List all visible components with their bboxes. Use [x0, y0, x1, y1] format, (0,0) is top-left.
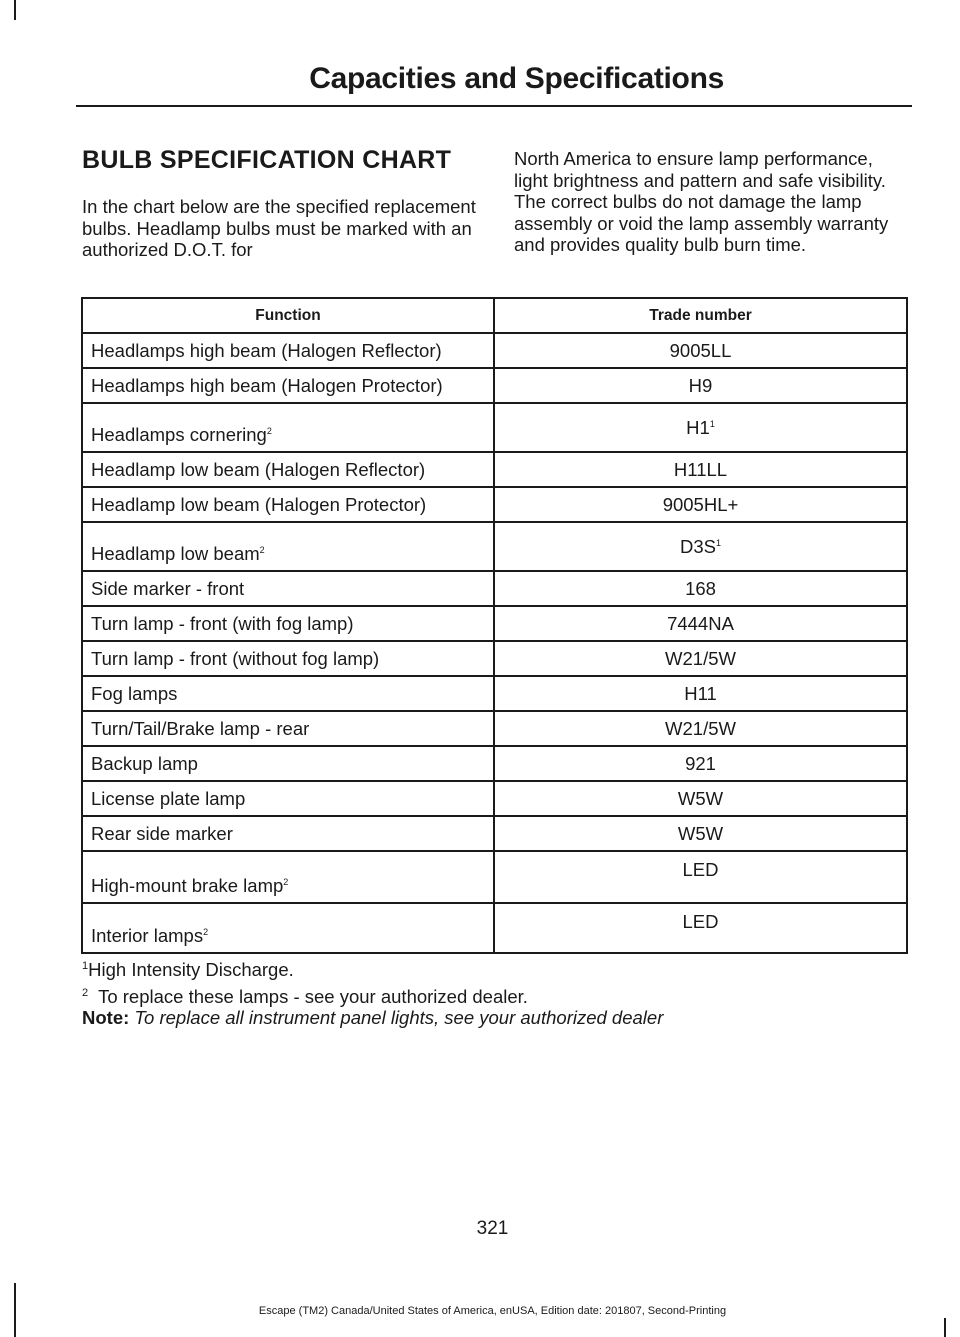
- table-row: [82, 781, 907, 816]
- table-row: [82, 368, 907, 403]
- table-header-row: [82, 298, 907, 333]
- trade-number-cell: H11: [494, 676, 907, 711]
- trade-number-cell: 9005LL: [494, 333, 907, 368]
- column-header-function: Function: [82, 298, 494, 333]
- table-row: [82, 571, 907, 606]
- trade-number-cell: W21/5W: [494, 641, 907, 676]
- trade-number-cell: W21/5W: [494, 711, 907, 746]
- function-cell: Rear side marker: [82, 816, 494, 851]
- trade-number-cell: W5W: [494, 816, 907, 851]
- table-row: [82, 816, 907, 851]
- trade-number-cell: 921: [494, 746, 907, 781]
- table-row: [82, 522, 907, 571]
- crop-mark-top-left: [14, 0, 16, 20]
- function-cell: Headlamp low beam (Halogen Reflector): [82, 452, 494, 487]
- function-cell: Headlamps cornering$^2$: [82, 403, 494, 452]
- function-cell: Fog lamps: [82, 676, 494, 711]
- function-cell: Headlamp low beam (Halogen Protector): [82, 487, 494, 522]
- function-cell: Side marker - front: [82, 571, 494, 606]
- table-row: [82, 606, 907, 641]
- table-row: [82, 746, 907, 781]
- header-rule: [76, 105, 912, 107]
- function-cell: Headlamps high beam (Halogen Protector): [82, 368, 494, 403]
- footnote-ref: 1: [709, 418, 715, 429]
- crop-mark-bottom-right: [944, 1318, 946, 1337]
- intro-paragraph-right: North America to ensure lamp performance, light brightness and pattern and safe visibility. The correct bulbs do not damage the lamp assembly or void the lamp assembly warranty and provides quality bulb burn time.: [514, 148, 889, 255]
- table-row: [82, 641, 907, 676]
- bulb-spec-table: [81, 297, 908, 954]
- table-row: [82, 711, 907, 746]
- footnote-ref: 2: [283, 876, 289, 887]
- function-cell: Backup lamp: [82, 746, 494, 781]
- trade-number-cell: LED: [494, 903, 907, 953]
- table-row: [82, 452, 907, 487]
- section-title: BULB SPECIFICATION CHART: [82, 146, 452, 174]
- footer-edition-text: Escape (TM2) Canada/United States of America, enUSA, Edition date: 201807, Second-Printing: [258, 1305, 727, 1317]
- trade-number-cell: 7444NA: [494, 606, 907, 641]
- table-row: [82, 851, 907, 903]
- footnote-ref: 2: [266, 425, 272, 436]
- intro-paragraph-left: In the chart below are the specified replacement bulbs. Headlamp bulbs must be marked with an authorized D.O.T. for: [82, 196, 476, 260]
- function-cell: Turn lamp - front (without fog lamp): [82, 641, 494, 676]
- page-number: 321: [476, 1218, 509, 1239]
- table-row: [82, 903, 907, 953]
- function-cell: Interior lamps$^2$: [82, 903, 494, 953]
- note: [82, 1007, 663, 1029]
- trade-number-cell: $D3S^1$: [494, 522, 907, 571]
- trade-number-cell: $H1^1$: [494, 403, 907, 452]
- function-cell: Turn/Tail/Brake lamp - rear: [82, 711, 494, 746]
- page-header-title: Capacities and Specifications: [309, 62, 724, 95]
- column-header-trade-number: Trade number: [494, 298, 907, 333]
- note-text: To replace all instrument panel lights, see your authorized dealer: [134, 1007, 664, 1028]
- note-label: Note:: [82, 1007, 130, 1028]
- trade-number-cell: LED: [494, 851, 907, 903]
- table-row: [82, 403, 907, 452]
- trade-number-cell: W5W: [494, 781, 907, 816]
- function-cell: High-mount brake lamp$^2$: [82, 851, 494, 903]
- function-cell: Headlamp low beam$^2$: [82, 522, 494, 571]
- footnote-ref: 2: [203, 926, 209, 937]
- trade-number-cell: H9: [494, 368, 907, 403]
- footnote-ref: 2: [259, 544, 265, 555]
- footnote-ref: 1: [715, 537, 721, 548]
- trade-number-cell: H11LL: [494, 452, 907, 487]
- trade-number-cell: 9005HL+: [494, 487, 907, 522]
- footnote-2: $^2$ To replace these lamps - see your authorized dealer.: [82, 986, 528, 1007]
- function-cell: Headlamps high beam (Halogen Reflector): [82, 333, 494, 368]
- trade-number-cell: 168: [494, 571, 907, 606]
- table-row: [82, 487, 907, 522]
- function-cell: License plate lamp: [82, 781, 494, 816]
- table-row: [82, 333, 907, 368]
- table-row: [82, 676, 907, 711]
- footnote-1: $^1$High Intensity Discharge.: [82, 959, 294, 980]
- function-cell: Turn lamp - front (with fog lamp): [82, 606, 494, 641]
